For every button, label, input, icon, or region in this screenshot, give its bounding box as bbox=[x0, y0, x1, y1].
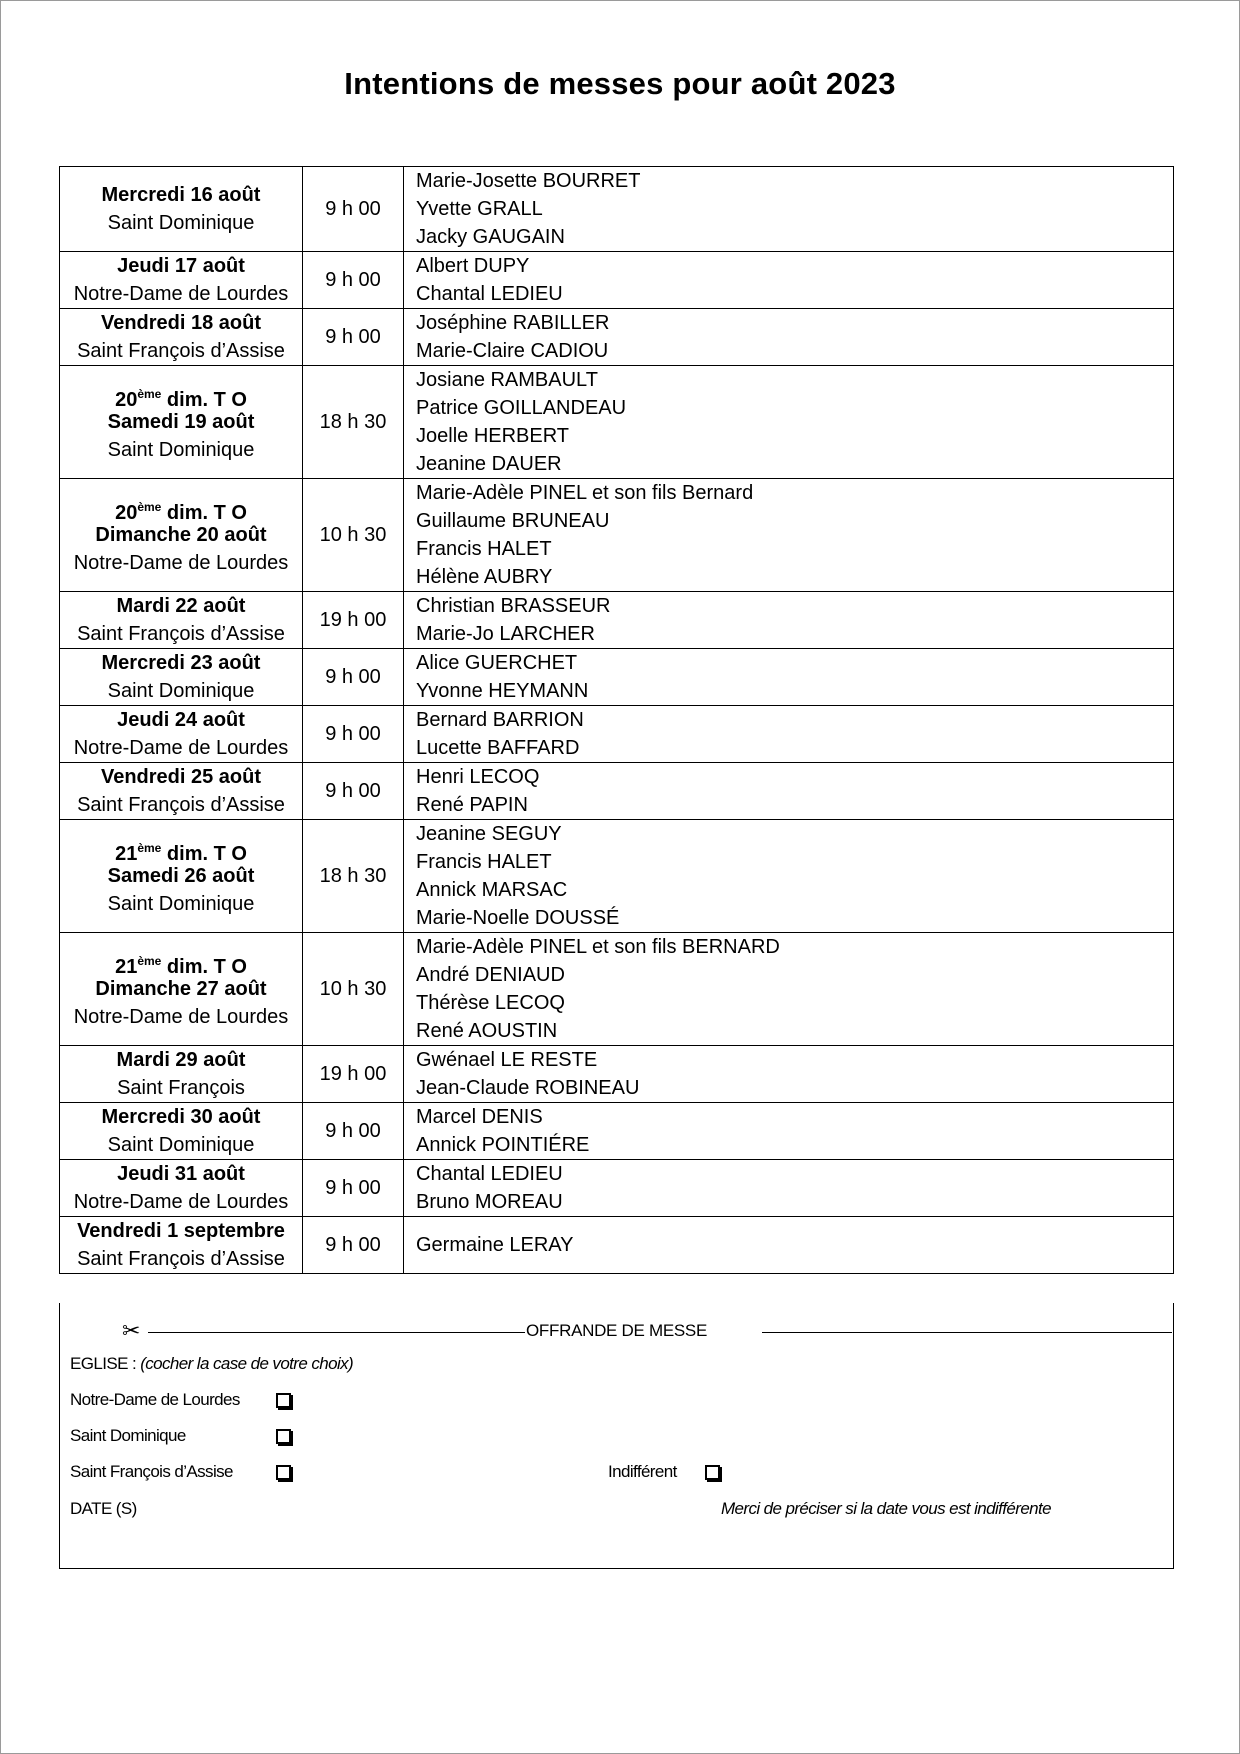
sunday-superscript: ème bbox=[137, 954, 162, 968]
intention-name: Hélène AUBRY bbox=[416, 566, 553, 588]
intention-name: Guillaume BRUNEAU bbox=[416, 510, 610, 532]
offering-form bbox=[59, 1303, 1174, 1569]
intentions-cell bbox=[404, 1046, 1174, 1103]
table-row bbox=[60, 706, 1174, 763]
page-title: Intentions de messes pour août 2023 bbox=[344, 66, 896, 101]
mass-date: Mercredi 30 août bbox=[101, 1106, 261, 1128]
table-row bbox=[60, 252, 1174, 309]
intention-name: Patrice GOILLANDEAU bbox=[416, 397, 627, 419]
cut-line bbox=[122, 1318, 1172, 1343]
intention-name: Chantal LEDIEU bbox=[416, 1163, 563, 1185]
mass-date: Mardi 29 août bbox=[116, 1049, 246, 1071]
intentions-cell bbox=[404, 649, 1174, 706]
intention-name: Marie-Noelle DOUSSÉ bbox=[416, 907, 620, 929]
mass-date: Vendredi 25 août bbox=[100, 766, 262, 788]
intentions-cell bbox=[404, 1217, 1174, 1274]
sunday-number: 20 bbox=[115, 389, 138, 411]
table-row bbox=[60, 592, 1174, 649]
intention-name: Henri LECOQ bbox=[416, 766, 540, 788]
mass-date: Dimanche 20 août bbox=[95, 524, 267, 546]
mass-date: Vendredi 18 août bbox=[100, 312, 262, 334]
sunday-superscript: ème bbox=[137, 500, 162, 514]
sunday-text: dim. T O bbox=[161, 843, 247, 865]
intentions-cell bbox=[404, 252, 1174, 309]
intentions-cell bbox=[404, 820, 1174, 933]
mass-day-cell bbox=[60, 1217, 303, 1274]
mass-time: 19 h 00 bbox=[303, 1046, 404, 1103]
church-name: Saint François d’Assise bbox=[77, 340, 285, 362]
mass-time: 9 h 00 bbox=[303, 167, 404, 252]
checkbox-saint-francois[interactable] bbox=[276, 1465, 291, 1480]
church-name: Saint Dominique bbox=[107, 893, 255, 915]
mass-time: 19 h 00 bbox=[303, 592, 404, 649]
intention-name: Germaine LERAY bbox=[416, 1234, 574, 1256]
mass-time: 10 h 30 bbox=[303, 479, 404, 592]
mass-day-cell bbox=[60, 706, 303, 763]
table-row bbox=[60, 933, 1174, 1046]
table-row bbox=[60, 479, 1174, 592]
intention-name: Joelle HERBERT bbox=[416, 425, 570, 447]
sunday-superscript: ème bbox=[137, 841, 162, 855]
mass-date: Jeudi 17 août bbox=[117, 255, 245, 277]
intention-name: Francis HALET bbox=[416, 538, 552, 560]
intention-name: René AOUSTIN bbox=[416, 1020, 558, 1042]
mass-day-cell bbox=[60, 1160, 303, 1217]
intention-name: Gwénael LE RESTE bbox=[416, 1049, 598, 1071]
mass-time: 9 h 00 bbox=[303, 309, 404, 366]
table-row bbox=[60, 366, 1174, 479]
mass-date: Mercredi 23 août bbox=[101, 652, 261, 674]
intentions-cell bbox=[404, 167, 1174, 252]
intention-name: Marie-Jo LARCHER bbox=[416, 623, 595, 645]
intentions-cell bbox=[404, 1160, 1174, 1217]
mass-time: 9 h 00 bbox=[303, 1217, 404, 1274]
mass-time: 10 h 30 bbox=[303, 933, 404, 1046]
mass-day-cell bbox=[60, 1046, 303, 1103]
church-name: Saint Dominique bbox=[107, 212, 255, 234]
sunday-label bbox=[60, 947, 302, 978]
mass-day-cell bbox=[60, 167, 303, 252]
mass-day-cell bbox=[60, 1103, 303, 1160]
mass-day-cell bbox=[60, 479, 303, 592]
table-row bbox=[60, 820, 1174, 933]
table-row bbox=[60, 167, 1174, 252]
intentions-cell bbox=[404, 592, 1174, 649]
intentions-cell bbox=[404, 366, 1174, 479]
option-label-saint-francois: Saint François d’Assise bbox=[70, 1462, 233, 1481]
intention-name: Lucette BAFFARD bbox=[416, 737, 580, 759]
intention-name: Jean-Claude ROBINEAU bbox=[416, 1077, 640, 1099]
intention-name: Yvonne HEYMANN bbox=[416, 680, 589, 702]
intentions-cell bbox=[404, 479, 1174, 592]
intention-name: Thérèse LECOQ bbox=[416, 992, 565, 1014]
option-label-indifferent: Indifférent bbox=[608, 1462, 677, 1481]
sunday-label bbox=[60, 380, 302, 411]
mass-time: 9 h 00 bbox=[303, 649, 404, 706]
intention-name: Marie-Josette BOURRET bbox=[416, 170, 641, 192]
mass-time: 9 h 00 bbox=[303, 252, 404, 309]
mass-time: 18 h 30 bbox=[303, 820, 404, 933]
intention-name: Yvette GRALL bbox=[416, 198, 543, 220]
mass-day-cell bbox=[60, 592, 303, 649]
church-name: Notre-Dame de Lourdes bbox=[73, 1191, 289, 1213]
table-row bbox=[60, 1217, 1174, 1274]
mass-date: Samedi 19 août bbox=[107, 411, 255, 433]
scissors-icon: ✂ bbox=[122, 1318, 141, 1343]
offering-heading: OFFRANDE DE MESSE bbox=[526, 1321, 707, 1340]
intentions-cell bbox=[404, 1103, 1174, 1160]
intention-name: Jacky GAUGAIN bbox=[416, 226, 565, 248]
date-label: DATE (S) bbox=[70, 1499, 137, 1518]
checkbox-saint-dominique[interactable] bbox=[276, 1429, 291, 1444]
mass-date: Vendredi 1 septembre bbox=[77, 1220, 285, 1242]
option-label-notre-dame: Notre-Dame de Lourdes bbox=[70, 1390, 240, 1409]
intention-name: Annick POINTIÉRE bbox=[416, 1134, 590, 1156]
sunday-number: 20 bbox=[115, 502, 138, 524]
church-name: Notre-Dame de Lourdes bbox=[73, 737, 289, 759]
church-name: Saint Dominique bbox=[107, 1134, 255, 1156]
church-name: Notre-Dame de Lourdes bbox=[73, 552, 289, 574]
mass-intentions-table bbox=[59, 166, 1174, 1274]
church-name: Saint François d’Assise bbox=[77, 794, 285, 816]
mass-day-cell bbox=[60, 763, 303, 820]
sunday-text: dim. T O bbox=[161, 956, 247, 978]
sunday-text: dim. T O bbox=[161, 502, 247, 524]
intention-name: Chantal LEDIEU bbox=[416, 283, 563, 305]
table-row bbox=[60, 1046, 1174, 1103]
intentions-cell bbox=[404, 309, 1174, 366]
intentions-cell bbox=[404, 706, 1174, 763]
cut-rule-left bbox=[148, 1332, 525, 1333]
intention-name: Joséphine RABILLER bbox=[416, 312, 610, 334]
eglise-line bbox=[70, 1354, 353, 1374]
mass-time: 9 h 00 bbox=[303, 706, 404, 763]
sunday-label bbox=[60, 493, 302, 524]
intentions-cell bbox=[404, 763, 1174, 820]
intention-name: Francis HALET bbox=[416, 851, 552, 873]
intention-name: René PAPIN bbox=[416, 794, 528, 816]
mass-day-cell bbox=[60, 366, 303, 479]
mass-date: Dimanche 27 août bbox=[95, 978, 267, 1000]
mass-time: 18 h 30 bbox=[303, 366, 404, 479]
church-name: Saint Dominique bbox=[107, 439, 255, 461]
checkbox-notre-dame[interactable] bbox=[276, 1393, 291, 1408]
mass-date: Samedi 26 août bbox=[107, 865, 255, 887]
intention-name: Marie-Claire CADIOU bbox=[416, 340, 609, 362]
church-name: Saint François d’Assise bbox=[77, 1248, 285, 1270]
date-note: Merci de préciser si la date vous est indifférente bbox=[721, 1499, 1052, 1518]
church-name: Notre-Dame de Lourdes bbox=[73, 1006, 289, 1028]
intention-name: Jeanine DAUER bbox=[416, 453, 562, 475]
mass-date: Mercredi 16 août bbox=[101, 184, 261, 206]
mass-time: 9 h 00 bbox=[303, 763, 404, 820]
intention-name: Marie-Adèle PINEL et son fils BERNARD bbox=[416, 936, 780, 958]
table-row bbox=[60, 1160, 1174, 1217]
intention-name: Albert DUPY bbox=[416, 255, 530, 277]
intention-name: Christian BRASSEUR bbox=[416, 595, 611, 617]
option-label-saint-dominique: Saint Dominique bbox=[70, 1426, 186, 1445]
intention-name: Josiane RAMBAULT bbox=[416, 369, 598, 391]
intention-name: Annick MARSAC bbox=[416, 879, 568, 901]
table-row bbox=[60, 309, 1174, 366]
intention-name: Jeanine SEGUY bbox=[416, 823, 562, 845]
church-name: Saint François d’Assise bbox=[77, 623, 285, 645]
intention-name: André DENIAUD bbox=[416, 964, 565, 986]
intention-name: Bruno MOREAU bbox=[416, 1191, 563, 1213]
mass-day-cell bbox=[60, 649, 303, 706]
church-name: Saint François bbox=[117, 1077, 245, 1099]
table-row bbox=[60, 649, 1174, 706]
table-row bbox=[60, 763, 1174, 820]
church-name: Saint Dominique bbox=[107, 680, 255, 702]
sunday-number: 21 bbox=[115, 956, 138, 978]
mass-day-cell bbox=[60, 309, 303, 366]
mass-time: 9 h 00 bbox=[303, 1160, 404, 1217]
table-row bbox=[60, 1103, 1174, 1160]
intention-name: Marie-Adèle PINEL et son fils Bernard bbox=[416, 482, 754, 504]
intentions-cell bbox=[404, 933, 1174, 1046]
mass-time: 9 h 00 bbox=[303, 1103, 404, 1160]
mass-date: Mardi 22 août bbox=[116, 595, 246, 617]
eglise-hint: (cocher la case de votre choix) bbox=[140, 1354, 354, 1373]
eglise-label: EGLISE : bbox=[70, 1354, 137, 1373]
intention-name: Alice GUERCHET bbox=[416, 652, 578, 674]
mass-day-cell bbox=[60, 933, 303, 1046]
mass-date: Jeudi 31 août bbox=[117, 1163, 245, 1185]
mass-date: Jeudi 24 août bbox=[117, 709, 245, 731]
intention-name: Marcel DENIS bbox=[416, 1106, 543, 1128]
mass-day-cell bbox=[60, 820, 303, 933]
church-name: Notre-Dame de Lourdes bbox=[73, 283, 289, 305]
sunday-number: 21 bbox=[115, 843, 138, 865]
mass-day-cell bbox=[60, 252, 303, 309]
cut-rule-right bbox=[762, 1332, 1172, 1333]
intention-name: Bernard BARRION bbox=[416, 709, 584, 731]
sunday-superscript: ème bbox=[137, 387, 162, 401]
checkbox-indifferent[interactable] bbox=[705, 1465, 720, 1480]
sunday-label bbox=[60, 834, 302, 865]
sunday-text: dim. T O bbox=[161, 389, 247, 411]
